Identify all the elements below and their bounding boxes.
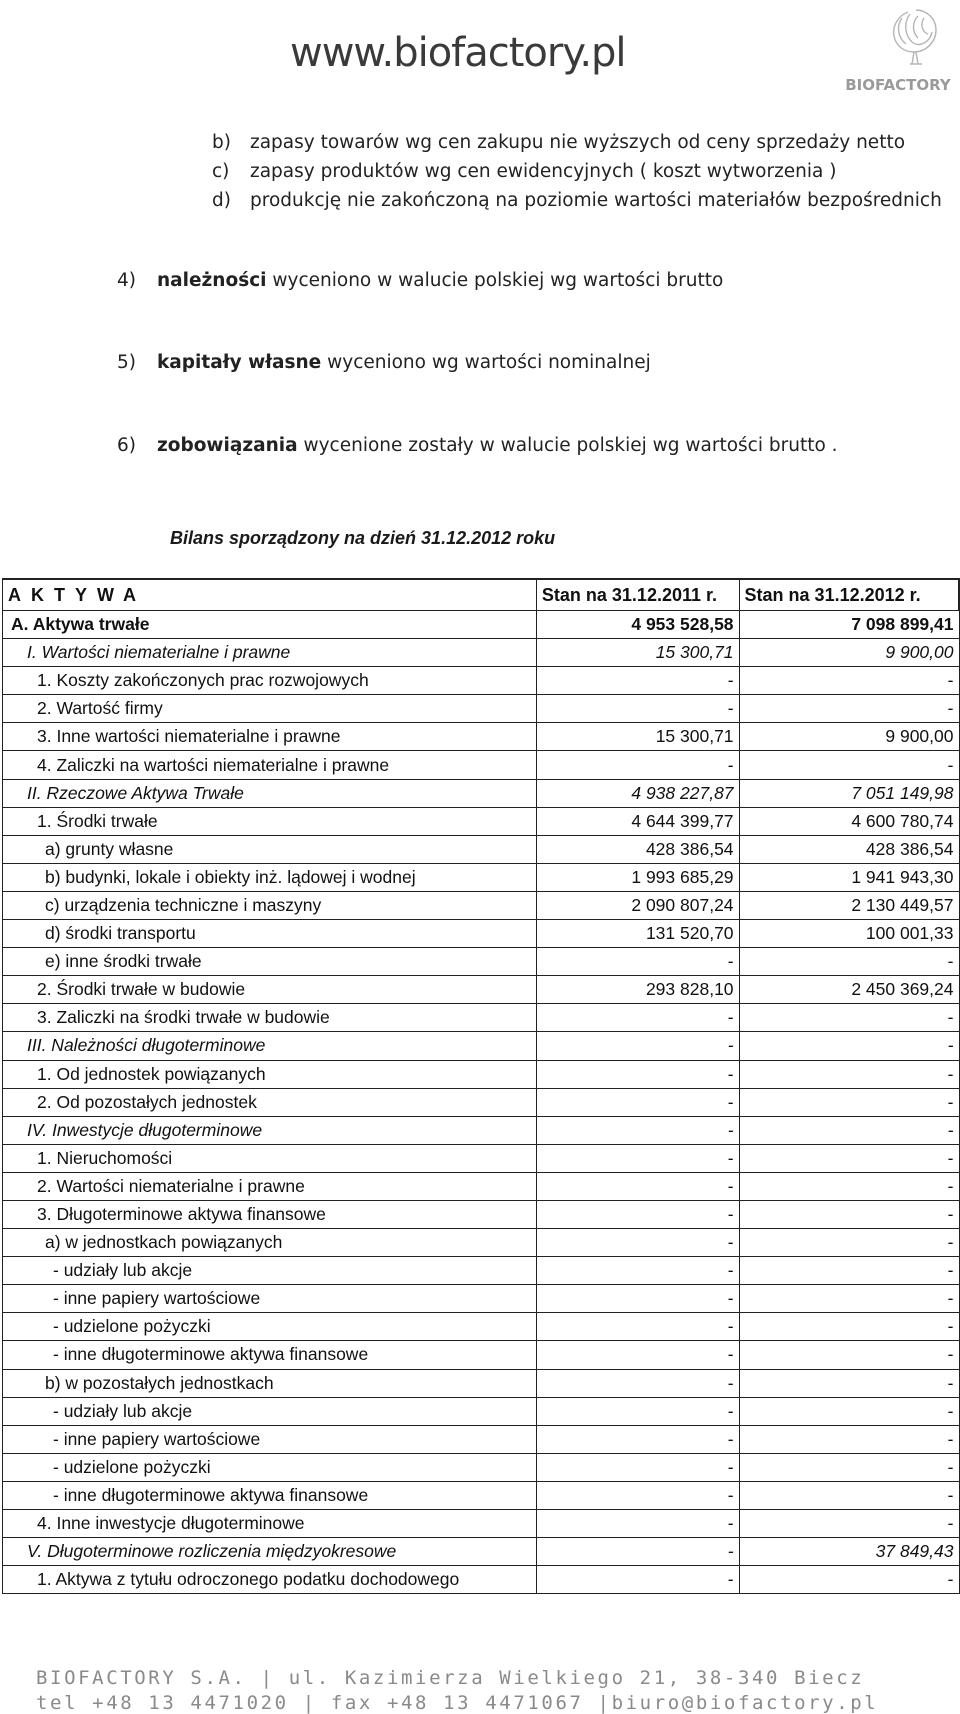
row-value-2011: - — [536, 1116, 739, 1144]
row-value-2011: - — [536, 1032, 739, 1060]
row-value-2012: - — [739, 1341, 959, 1369]
row-label: - udzielone pożyczki — [3, 1453, 537, 1481]
row-value-2012: - — [739, 1144, 959, 1172]
table-row — [3, 920, 960, 948]
row-value-2011: 4 938 227,87 — [536, 779, 739, 807]
header-url: www.biofactory.pl — [290, 30, 626, 76]
row-value-2012: - — [739, 695, 959, 723]
table-row — [3, 863, 960, 891]
row-value-2011: 4 953 528,58 — [536, 611, 739, 639]
row-label: V. Długoterminowe rozliczenia międzyokresowe — [3, 1538, 537, 1566]
row-value-2012: - — [739, 1116, 959, 1144]
row-label: - udzielone pożyczki — [3, 1313, 537, 1341]
table-row — [3, 1397, 960, 1425]
table-row — [3, 948, 960, 976]
row-label: d) środki transportu — [3, 920, 537, 948]
row-value-2012: - — [739, 751, 959, 779]
header-label: AKTYWA — [3, 579, 537, 611]
row-value-2012: - — [739, 1425, 959, 1453]
row-value-2011: - — [536, 1004, 739, 1032]
table-row — [3, 611, 960, 639]
list-item: 5) kapitały własne wyceniono wg wartości nominalnej — [117, 352, 651, 373]
row-label: 1. Od jednostek powiązanych — [3, 1060, 537, 1088]
row-label: - udziały lub akcje — [3, 1257, 537, 1285]
row-label: b) budynki, lokale i obiekty inż. lądowej i wodnej — [3, 863, 537, 891]
balance-sheet-table — [2, 578, 960, 1594]
row-label: a) w jednostkach powiązanych — [3, 1229, 537, 1257]
row-label: A. Aktywa trwałe — [3, 611, 537, 639]
table-row — [3, 1060, 960, 1088]
row-value-2012: - — [739, 1481, 959, 1509]
row-value-2011: 2 090 807,24 — [536, 891, 739, 919]
table-row — [3, 1425, 960, 1453]
row-value-2011: - — [536, 1369, 739, 1397]
table-row — [3, 1538, 960, 1566]
row-value-2012: - — [739, 1060, 959, 1088]
list-item: d) produkcję nie zakończoną na poziomie wartości materiałów bezpośrednich — [212, 190, 942, 211]
row-value-2011: - — [536, 1313, 739, 1341]
logo-text: BIOFACTORY — [845, 76, 951, 94]
row-value-2012: - — [739, 1200, 959, 1228]
row-label: 2. Środki trwałe w budowie — [3, 976, 537, 1004]
row-value-2012: 4 600 780,74 — [739, 807, 959, 835]
row-value-2011: - — [536, 1060, 739, 1088]
footer-address: BIOFACTORY S.A. | ul. Kazimierza Wielkiego 21, 38-340 Biecz — [36, 1667, 865, 1689]
row-label: - udziały lub akcje — [3, 1397, 537, 1425]
row-value-2012: - — [739, 1369, 959, 1397]
row-value-2012: - — [739, 1088, 959, 1116]
row-label: 2. Wartości niematerialne i prawne — [3, 1172, 537, 1200]
table-row — [3, 1453, 960, 1481]
table-row — [3, 1088, 960, 1116]
row-value-2011: - — [536, 1481, 739, 1509]
row-label: - inne papiery wartościowe — [3, 1285, 537, 1313]
row-label: b) w pozostałych jednostkach — [3, 1369, 537, 1397]
row-label: 4. Zaliczki na wartości niematerialne i prawne — [3, 751, 537, 779]
table-row — [3, 807, 960, 835]
row-value-2012: - — [739, 1172, 959, 1200]
table-row — [3, 751, 960, 779]
row-value-2012: - — [739, 1510, 959, 1538]
row-label: 3. Zaliczki na środki trwałe w budowie — [3, 1004, 537, 1032]
table-row — [3, 1172, 960, 1200]
list-item: b) zapasy towarów wg cen zakupu nie wyższych od ceny sprzedaży netto — [212, 132, 906, 153]
row-label: III. Należności długoterminowe — [3, 1032, 537, 1060]
row-value-2011: - — [536, 1425, 739, 1453]
table-row — [3, 835, 960, 863]
row-value-2011: - — [536, 1200, 739, 1228]
table-row — [3, 1032, 960, 1060]
table-row — [3, 1313, 960, 1341]
table-row — [3, 723, 960, 751]
table-row — [3, 1481, 960, 1509]
table-row — [3, 1229, 960, 1257]
row-value-2012: - — [739, 1566, 959, 1594]
row-value-2011: - — [536, 1257, 739, 1285]
row-value-2011: - — [536, 1144, 739, 1172]
bilans-title: Bilans sporządzony na dzień 31.12.2012 roku — [170, 528, 556, 548]
table-row — [3, 667, 960, 695]
row-label: II. Rzeczowe Aktywa Trwałe — [3, 779, 537, 807]
table-row — [3, 1144, 960, 1172]
table-row — [3, 695, 960, 723]
row-value-2011: - — [536, 1088, 739, 1116]
row-value-2011: - — [536, 667, 739, 695]
row-value-2011: - — [536, 751, 739, 779]
row-value-2011: 4 644 399,77 — [536, 807, 739, 835]
row-value-2011: 293 828,10 — [536, 976, 739, 1004]
row-value-2012: - — [739, 1285, 959, 1313]
table-row — [3, 1004, 960, 1032]
header-col-2012: Stan na 31.12.2012 r. — [739, 579, 959, 611]
table-row — [3, 1341, 960, 1369]
table-row — [3, 1566, 960, 1594]
row-label: 2. Wartość firmy — [3, 695, 537, 723]
row-value-2012: 100 001,33 — [739, 920, 959, 948]
row-value-2011: - — [536, 1172, 739, 1200]
row-value-2011: - — [536, 695, 739, 723]
row-value-2012: - — [739, 1032, 959, 1060]
row-value-2012: 37 849,43 — [739, 1538, 959, 1566]
row-value-2012: 9 900,00 — [739, 723, 959, 751]
row-label: IV. Inwestycje długoterminowe — [3, 1116, 537, 1144]
row-value-2012: 7 051 149,98 — [739, 779, 959, 807]
row-value-2011: - — [536, 1538, 739, 1566]
table-header-row — [3, 579, 960, 611]
row-label: 1. Środki trwałe — [3, 807, 537, 835]
list-item: 4) należności wyceniono w walucie polskiej wg wartości brutto — [117, 270, 724, 291]
row-value-2012: 7 098 899,41 — [739, 611, 959, 639]
row-value-2012: - — [739, 1229, 959, 1257]
row-label: - inne długoterminowe aktywa finansowe — [3, 1341, 537, 1369]
table-row — [3, 891, 960, 919]
table-row — [3, 976, 960, 1004]
table-row — [3, 1369, 960, 1397]
row-value-2011: - — [536, 1229, 739, 1257]
row-value-2011: 131 520,70 — [536, 920, 739, 948]
table-row — [3, 1257, 960, 1285]
row-label: 4. Inne inwestycje długoterminowe — [3, 1510, 537, 1538]
row-value-2012: - — [739, 1004, 959, 1032]
row-value-2011: - — [536, 948, 739, 976]
row-value-2011: 15 300,71 — [536, 639, 739, 667]
row-value-2011: - — [536, 1397, 739, 1425]
row-label: 1. Nieruchomości — [3, 1144, 537, 1172]
row-label: 1. Koszty zakończonych prac rozwojowych — [3, 667, 537, 695]
table-row — [3, 1116, 960, 1144]
row-label: - inne długoterminowe aktywa finansowe — [3, 1481, 537, 1509]
table-row — [3, 779, 960, 807]
row-value-2012: - — [739, 1453, 959, 1481]
row-value-2011: 1 993 685,29 — [536, 863, 739, 891]
row-label: e) inne środki trwałe — [3, 948, 537, 976]
row-value-2012: 9 900,00 — [739, 639, 959, 667]
row-value-2011: - — [536, 1566, 739, 1594]
row-label: 2. Od pozostałych jednostek — [3, 1088, 537, 1116]
row-label: - inne papiery wartościowe — [3, 1425, 537, 1453]
header-col-2011: Stan na 31.12.2011 r. — [536, 579, 739, 611]
row-value-2012: - — [739, 1257, 959, 1285]
row-value-2011: 428 386,54 — [536, 835, 739, 863]
row-value-2011: - — [536, 1453, 739, 1481]
row-label: 3. Inne wartości niematerialne i prawne — [3, 723, 537, 751]
row-label: 3. Długoterminowe aktywa finansowe — [3, 1200, 537, 1228]
row-value-2012: 2 130 449,57 — [739, 891, 959, 919]
table-row — [3, 1510, 960, 1538]
table-row — [3, 1285, 960, 1313]
row-label: I. Wartości niematerialne i prawne — [3, 639, 537, 667]
row-value-2012: 2 450 369,24 — [739, 976, 959, 1004]
row-label: a) grunty własne — [3, 835, 537, 863]
table-row — [3, 1200, 960, 1228]
row-value-2012: - — [739, 667, 959, 695]
row-label: 1. Aktywa z tytułu odroczonego podatku dochodowego — [3, 1566, 537, 1594]
footer-contact: tel +48 13 4471020 | fax +48 13 4471067 |biuro@biofactory.pl — [36, 1692, 879, 1714]
row-value-2011: 15 300,71 — [536, 723, 739, 751]
list-item: c) zapasy produktów wg cen ewidencyjnych ( koszt wytworzenia ) — [212, 161, 837, 182]
row-value-2011: - — [536, 1341, 739, 1369]
row-value-2012: - — [739, 948, 959, 976]
row-value-2012: 1 941 943,30 — [739, 863, 959, 891]
row-value-2011: - — [536, 1510, 739, 1538]
row-label: c) urządzenia techniczne i maszyny — [3, 891, 537, 919]
row-value-2012: - — [739, 1397, 959, 1425]
row-value-2012: - — [739, 1313, 959, 1341]
table-row — [3, 639, 960, 667]
row-value-2012: 428 386,54 — [739, 835, 959, 863]
row-value-2011: - — [536, 1285, 739, 1313]
list-item: 6) zobowiązania wycenione zostały w walucie polskiej wg wartości brutto . — [117, 435, 838, 456]
